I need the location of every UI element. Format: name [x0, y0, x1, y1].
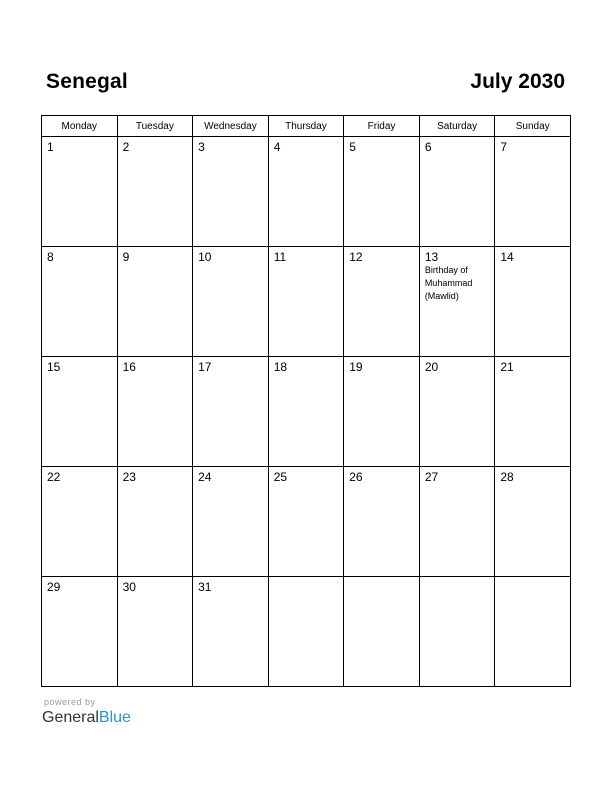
day-cell [495, 137, 571, 247]
brand-name-blue: Blue [98, 709, 131, 726]
day-number: 11 [273, 250, 287, 264]
day-cell [344, 137, 420, 247]
week-row [42, 467, 571, 577]
country-title: Senegal [46, 70, 128, 93]
day-cell [268, 137, 344, 247]
day-cell [42, 577, 118, 687]
day-number: 16 [122, 360, 136, 374]
weekday-saturday: Saturday [419, 116, 495, 137]
weekday-sunday: Sunday [495, 116, 571, 137]
day-number: 14 [500, 250, 514, 264]
day-cell [344, 577, 420, 687]
day-number [269, 577, 344, 580]
brand-logo[interactable] [42, 709, 131, 727]
brand-name-general: General [42, 709, 99, 726]
day-number: 20 [424, 360, 439, 374]
day-cell [42, 247, 118, 357]
week-row [42, 357, 571, 467]
day-cell [193, 467, 269, 577]
day-cell [117, 467, 193, 577]
day-cell [419, 137, 495, 247]
month-year-title: July 2030 [470, 70, 565, 93]
day-cell [495, 247, 571, 357]
day-number: 15 [47, 360, 61, 374]
day-number: 19 [349, 360, 363, 374]
day-cell [344, 247, 420, 357]
day-number: 13 [424, 250, 439, 264]
weekday-friday: Friday [344, 116, 420, 137]
day-number: 22 [47, 470, 61, 484]
day-number: 26 [349, 470, 363, 484]
day-number: 21 [500, 360, 514, 374]
day-cell [193, 577, 269, 687]
day-cell [268, 467, 344, 577]
day-cell [117, 247, 193, 357]
day-number [420, 577, 495, 580]
day-cell [419, 577, 495, 687]
day-number: 3 [198, 140, 205, 154]
day-number: 1 [47, 140, 54, 154]
day-cell [344, 357, 420, 467]
day-cell [42, 467, 118, 577]
calendar-grid [41, 115, 571, 687]
day-number [344, 577, 419, 580]
day-number [495, 577, 570, 580]
weekday-monday: Monday [42, 116, 118, 137]
day-cell [495, 467, 571, 577]
day-number: 30 [122, 580, 136, 594]
day-cell [419, 357, 495, 467]
day-number: 27 [424, 470, 439, 484]
day-cell [268, 247, 344, 357]
day-number: 4 [273, 140, 281, 154]
weekday-thursday: Thursday [268, 116, 344, 137]
day-cell [419, 467, 495, 577]
day-number: 5 [349, 140, 356, 154]
day-cell [193, 247, 269, 357]
day-cell [193, 357, 269, 467]
day-number: 24 [198, 470, 212, 484]
day-cell [193, 137, 269, 247]
week-row [42, 137, 571, 247]
day-number: 9 [122, 250, 130, 264]
day-number: 2 [122, 140, 130, 154]
weekday-wednesday: Wednesday [193, 116, 269, 137]
day-number: 6 [424, 140, 432, 154]
day-number: 18 [273, 360, 288, 374]
day-number: 28 [500, 470, 514, 484]
week-row [42, 247, 571, 357]
day-number: 23 [122, 470, 136, 484]
powered-by-text: powered by [44, 697, 96, 707]
weekday-header-row [42, 116, 571, 137]
day-number: 7 [500, 140, 508, 154]
day-cell [117, 577, 193, 687]
day-number: 12 [349, 250, 363, 264]
day-number: 8 [47, 250, 54, 264]
day-number: 17 [198, 360, 212, 374]
day-number: 25 [273, 470, 288, 484]
day-number: 31 [198, 580, 212, 594]
week-row [42, 577, 571, 687]
day-cell [419, 247, 495, 357]
day-number: 10 [198, 250, 212, 264]
day-cell [117, 137, 193, 247]
day-cell [268, 357, 344, 467]
day-cell [495, 577, 571, 687]
weekday-tuesday: Tuesday [117, 116, 193, 137]
holiday-label: Birthday of Muhammad (Mawlid) [424, 265, 473, 301]
day-cell [268, 577, 344, 687]
day-cell [42, 137, 118, 247]
day-cell [117, 357, 193, 467]
day-number: 29 [47, 580, 61, 594]
day-cell [42, 357, 118, 467]
day-cell [495, 357, 571, 467]
day-cell [344, 467, 420, 577]
